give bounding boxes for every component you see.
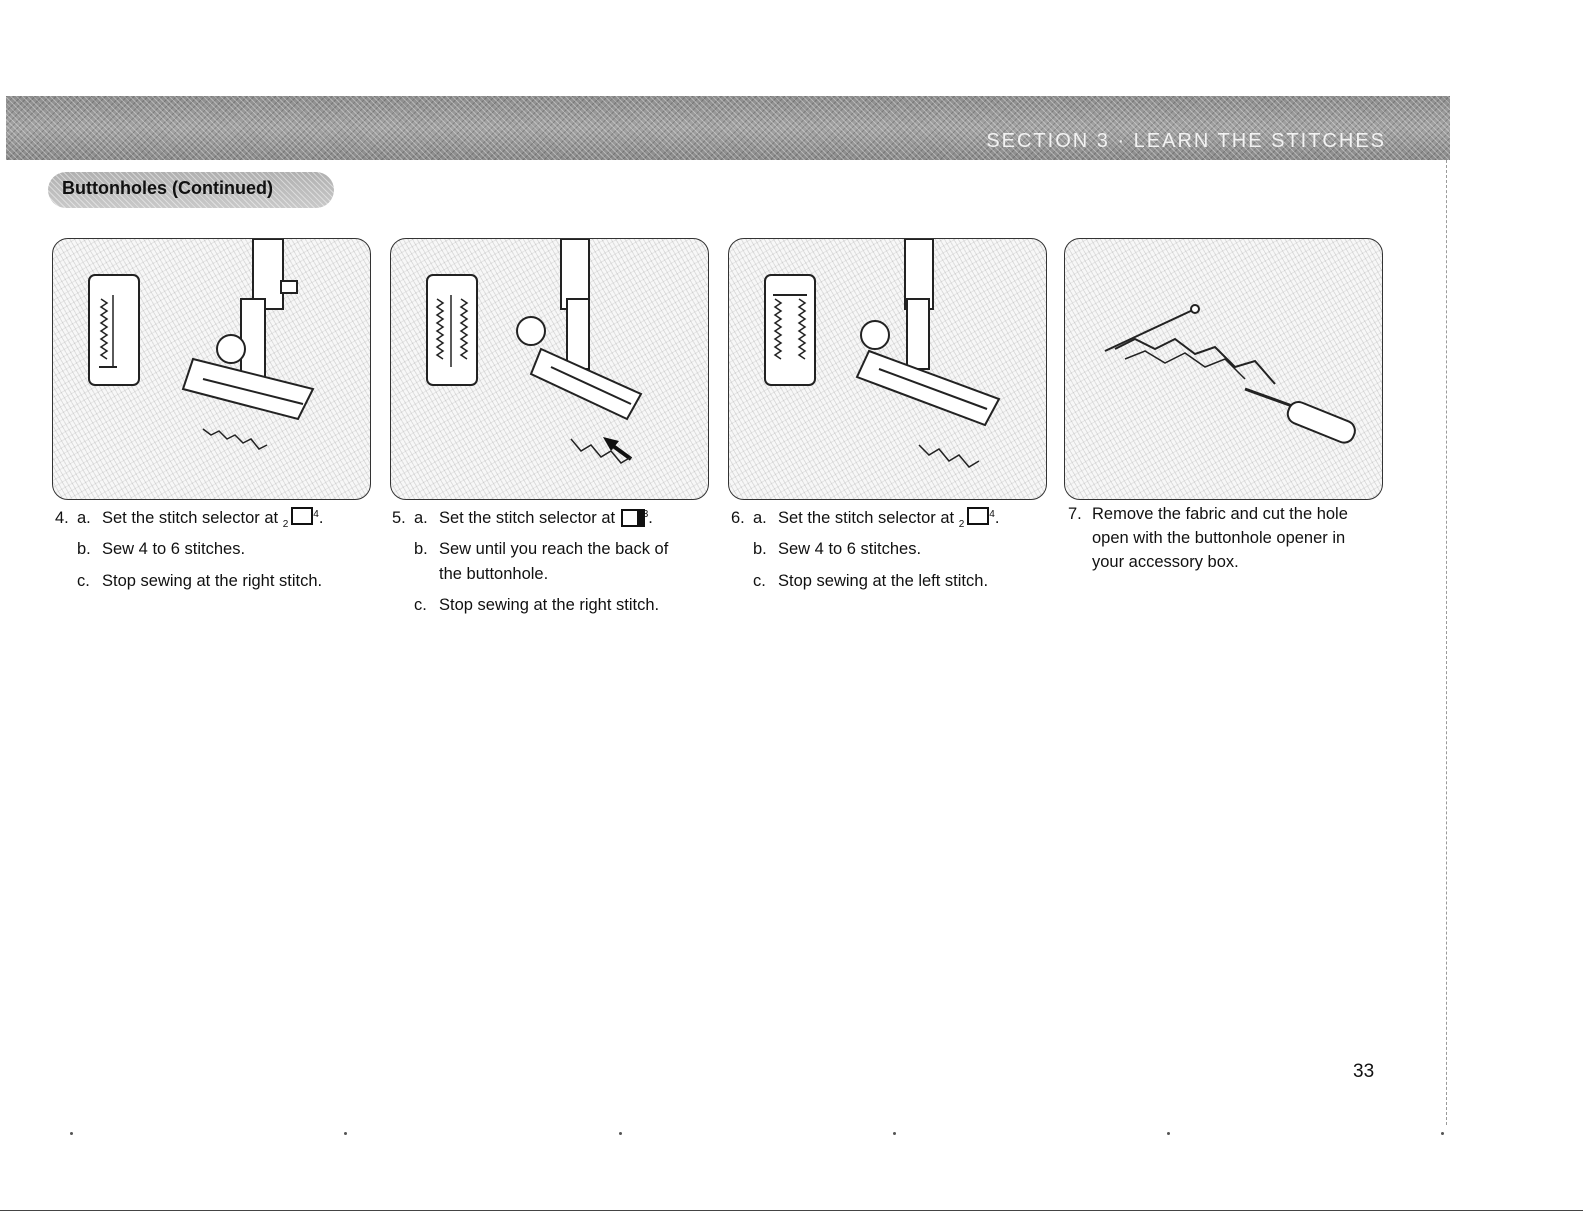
step-text: Remove the fabric and cut the hole bbox=[1092, 505, 1348, 523]
step-5-line-b-cont bbox=[392, 559, 712, 590]
print-mark bbox=[893, 1132, 896, 1135]
step-4-line-c bbox=[55, 566, 375, 597]
page-number: 33 bbox=[1353, 1061, 1375, 1082]
step-text: the buttonhole. bbox=[439, 564, 549, 583]
step-text: Stop sewing at the right stitch. bbox=[439, 596, 660, 615]
step-text: Stop sewing at the left stitch. bbox=[778, 571, 989, 590]
step-4-line-a bbox=[55, 503, 375, 534]
step-5-illustration bbox=[390, 238, 709, 500]
step-6-line-a bbox=[731, 503, 1051, 534]
page-bottom-rule bbox=[0, 1210, 1583, 1211]
print-mark bbox=[1167, 1132, 1170, 1135]
step-4-instructions bbox=[55, 503, 375, 597]
arrow-icon bbox=[603, 437, 631, 459]
step-4-line-b bbox=[55, 534, 375, 565]
subsection-badge bbox=[48, 172, 334, 208]
step-text: Sew 4 to 6 stitches. bbox=[102, 540, 246, 559]
step-letter: c. bbox=[414, 596, 427, 615]
presser-foot-illustration bbox=[857, 239, 999, 425]
step-number: 7. bbox=[1068, 505, 1082, 523]
step-6-instructions bbox=[731, 503, 1051, 597]
step-text: Set the stitch selector at bbox=[439, 509, 616, 527]
print-mark bbox=[344, 1132, 347, 1135]
page-edge-rule bbox=[1446, 160, 1447, 1125]
step-5-line-a bbox=[392, 503, 712, 534]
step-text: Set the stitch selector at bbox=[102, 509, 279, 527]
presser-foot-illustration bbox=[183, 239, 313, 419]
print-mark bbox=[619, 1132, 622, 1135]
step-7-line-2 bbox=[1068, 527, 1398, 551]
step-7-instructions bbox=[1068, 503, 1398, 575]
step-text: Stop sewing at the right stitch. bbox=[102, 571, 323, 590]
stitch-selector-symbol: $^3$. bbox=[620, 509, 653, 527]
step-7-illustration bbox=[1064, 238, 1383, 500]
step-4-illustration bbox=[52, 238, 371, 500]
step-5-line-c bbox=[392, 590, 712, 621]
stitch-pattern-indicator bbox=[89, 275, 139, 385]
step-letter: c. bbox=[753, 571, 766, 590]
stitch-pattern-indicator bbox=[427, 275, 477, 385]
stitch-selector-symbol: $_2^4$. bbox=[282, 509, 324, 530]
step-7-line-3 bbox=[1068, 551, 1398, 575]
step-6-illustration bbox=[728, 238, 1047, 500]
step-5-instructions bbox=[392, 503, 712, 621]
step-number: 4. bbox=[55, 509, 69, 527]
print-mark bbox=[70, 1132, 73, 1135]
presser-foot-illustration bbox=[517, 239, 641, 419]
step-text: Set the stitch selector at bbox=[778, 509, 955, 527]
step-text: your accessory box. bbox=[1092, 552, 1239, 571]
step-6-line-c bbox=[731, 566, 1051, 597]
step-number: 5. bbox=[392, 509, 406, 527]
stitch-pattern-indicator bbox=[765, 275, 815, 385]
subsection-title: Buttonholes (Continued) bbox=[62, 178, 273, 198]
step-text: open with the buttonhole opener in bbox=[1092, 528, 1346, 547]
buttonhole-opener-illustration bbox=[1105, 305, 1358, 446]
section-banner bbox=[6, 96, 1450, 160]
step-letter: c. bbox=[77, 571, 90, 590]
step-text: Sew 4 to 6 stitches. bbox=[778, 540, 922, 559]
step-letter: a. bbox=[77, 509, 91, 527]
step-letter: b. bbox=[77, 540, 91, 559]
section-title: SECTION 3 · LEARN THE STITCHES bbox=[986, 130, 1386, 152]
step-letter: b. bbox=[753, 540, 767, 559]
step-number: 6. bbox=[731, 509, 745, 527]
print-mark bbox=[1441, 1132, 1444, 1135]
stitch-selector-symbol: $_2^4$. bbox=[958, 509, 1000, 530]
step-text: Sew until you reach the back of bbox=[439, 540, 669, 559]
step-7-line-1 bbox=[1068, 503, 1398, 527]
step-letter: a. bbox=[414, 509, 428, 527]
step-letter: a. bbox=[753, 509, 767, 527]
step-6-line-b bbox=[731, 534, 1051, 565]
step-letter: b. bbox=[414, 540, 428, 559]
